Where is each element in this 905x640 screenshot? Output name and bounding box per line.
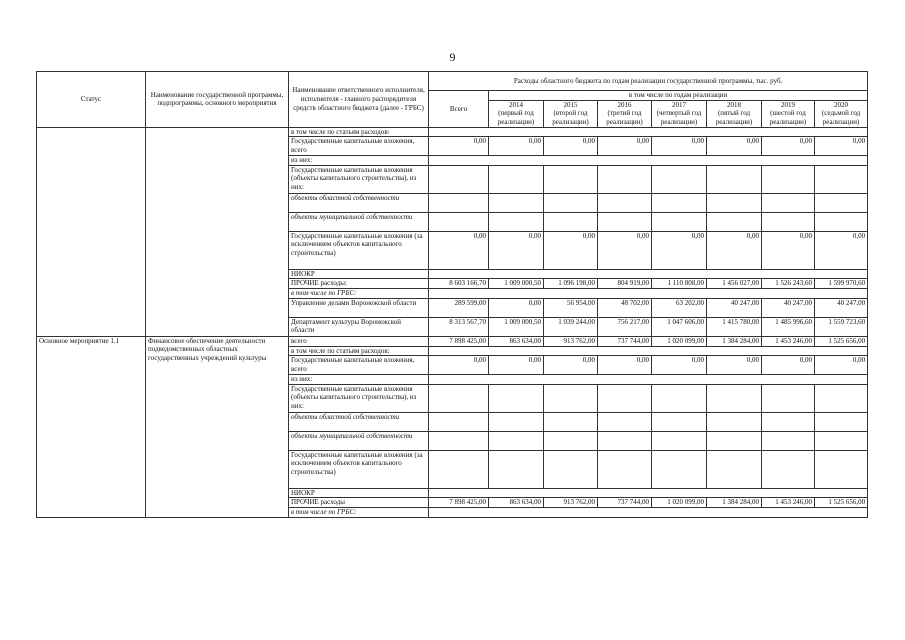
value-year: 1 453 246,00 [762,498,815,508]
value-year: 863 634,00 [489,498,544,508]
header-year-2014 [489,100,544,127]
header-year-label: 2018 [727,100,741,109]
value-year [489,384,544,412]
value-year: 863 634,00 [489,336,544,346]
value-year [544,165,598,193]
value-year [652,165,707,193]
row-label: в том числе по ГРБС: [289,288,429,298]
header-year-note: (шестой год реализации) [769,109,807,126]
value-year: 1 456 027,00 [707,279,762,289]
value-year [598,431,652,450]
value-year: 1 384 284,00 [707,336,762,346]
row-label: из них: [289,156,429,166]
value-year: 0,00 [489,231,544,269]
empty-span-cell [429,488,868,498]
value-total [429,212,489,231]
value-year: 0,00 [489,137,544,156]
header-year-2018 [707,100,762,127]
empty-span-cell [429,507,868,517]
header-year-note: (второй год реализации) [552,109,589,126]
header-year-label: 2016 [617,100,632,109]
row-label: ПРОЧИЕ расходы: [289,279,429,289]
header-year-label: 2014 [509,100,523,109]
value-year [544,450,598,488]
value-year [598,384,652,412]
row-label: объекты областной собственности [289,193,429,212]
row-label: всего [289,336,429,346]
value-year: 1 009 000,50 [489,317,544,336]
row-label: Департамент культуры Воронежской области [289,317,429,336]
program-cell: Финансовое обеспечение деятельности подведомственных областных государственных учреждений культуры [146,336,289,517]
value-year: 0,00 [815,231,868,269]
value-year: 0,00 [544,231,598,269]
value-year [707,412,762,431]
program-cell [146,127,289,336]
value-year: 1 384 284,00 [707,498,762,508]
value-year [652,412,707,431]
value-year: 1 559 723,60 [815,317,868,336]
row-label: объекты муниципальной собственности [289,431,429,450]
value-year [762,193,815,212]
row-label: в том числе по ГРБС: [289,507,429,517]
value-total: 7 898 425,00 [429,336,489,346]
row-label: Государственные капитальные вложения, всего [289,137,429,156]
value-year: 756 217,00 [598,317,652,336]
value-year [762,165,815,193]
value-total [429,450,489,488]
value-year [652,193,707,212]
header-year-2016 [598,100,652,127]
header-total: Всего [429,91,489,128]
value-total [429,412,489,431]
budget-table [36,71,868,518]
value-year: 1 020 099,00 [652,498,707,508]
value-total: 289 599,00 [429,298,489,317]
row-label: объекты областной собственности [289,412,429,431]
header-year-2019 [762,100,815,127]
value-year [707,212,762,231]
row-label: Государственные капитальные вложения (объекты капитального строительства), из них: [289,384,429,412]
header-year-2017 [652,100,707,127]
value-year: 0,00 [762,231,815,269]
value-year: 913 762,00 [544,498,598,508]
header-executor: Наименование ответственного исполнителя, исполнителя - главного распорядителя средств областного бюджета (далее - ГРБС) [289,72,429,128]
empty-span-cell [429,127,868,137]
header-year-note: (третий год реализации) [606,109,643,126]
value-year: 737 744,00 [598,498,652,508]
value-total: 0,00 [429,137,489,156]
value-year [544,384,598,412]
value-year: 0,00 [652,231,707,269]
value-year: 0,00 [815,356,868,375]
value-year [544,412,598,431]
value-year [815,193,868,212]
value-year [489,212,544,231]
value-total: 8 313 567,70 [429,317,489,336]
header-program: Наименование государственной программы, подпрограммы, основного мероприятия [146,72,289,128]
value-year: 40 247,00 [815,298,868,317]
header-year-label: 2017 [672,100,686,109]
value-year: 0,00 [762,137,815,156]
value-year: 1 047 606,00 [652,317,707,336]
header-by-years: в том числе по годам реализации [489,91,868,101]
header-year-label: 2020 [834,100,849,109]
value-year [489,450,544,488]
row-label: из них: [289,375,429,385]
row-label: НИОКР [289,488,429,498]
row-label: НИОКР [289,269,429,279]
value-year: 40 247,00 [762,298,815,317]
row-label: Государственные капитальные вложения (за исключением объектов капитального строительства) [289,231,429,269]
value-year [707,165,762,193]
value-year: 1 525 656,00 [815,336,868,346]
value-total: 7 898 425,00 [429,498,489,508]
header-year-note: (седьмой год реализации) [821,109,861,126]
value-year [489,165,544,193]
value-year [652,431,707,450]
value-year [762,384,815,412]
value-year: 0,00 [489,298,544,317]
value-total: 0,00 [429,356,489,375]
header-year-note: (пятый год реализации) [715,109,753,126]
value-year: 63 202,00 [652,298,707,317]
status-cell [37,127,146,336]
value-year: 0,00 [489,356,544,375]
value-year: 0,00 [707,356,762,375]
value-year: 0,00 [598,137,652,156]
value-year [598,450,652,488]
row-label: объекты муниципальной собственности [289,212,429,231]
value-year [598,193,652,212]
value-year: 1 453 246,00 [762,336,815,346]
value-year: 0,00 [598,231,652,269]
value-year [762,450,815,488]
table-row [37,127,868,137]
value-year: 1 039 244,00 [544,317,598,336]
value-year: 913 762,00 [544,336,598,346]
value-year [598,165,652,193]
value-year [707,384,762,412]
value-total: 8 603 166,70 [429,279,489,289]
row-label: Управление делами Воронежской области [289,298,429,317]
row-label: Государственные капитальные вложения (объекты капитального строительства), из них: [289,165,429,193]
value-year: 1 599 970,60 [815,279,868,289]
row-label: Государственные капитальные вложения, всего [289,356,429,375]
value-year: 1 110 808,00 [652,279,707,289]
value-year: 1 009 000,50 [489,279,544,289]
status-cell: Основное мероприятие 1.1 [37,336,146,517]
value-year: 0,00 [707,231,762,269]
page-number: 9 [449,50,456,64]
table-row [37,336,868,346]
value-total: 0,00 [429,231,489,269]
value-year [762,431,815,450]
value-year: 0,00 [707,137,762,156]
value-total [429,431,489,450]
value-year [652,384,707,412]
value-year [652,212,707,231]
empty-span-cell [429,156,868,166]
value-year: 1 096 198,00 [544,279,598,289]
value-year [815,431,868,450]
value-year [598,412,652,431]
value-year: 56 954,00 [544,298,598,317]
value-year [815,412,868,431]
value-year: 0,00 [544,137,598,156]
value-year [489,412,544,431]
row-label: ПРОЧИЕ расходы [289,498,429,508]
value-year: 1 485 996,60 [762,317,815,336]
header-year-label: 2015 [563,100,578,109]
header-year-note: (первый год реализации) [497,109,535,126]
value-year [815,384,868,412]
value-year: 1 525 656,00 [815,498,868,508]
row-label: Государственные капитальные вложения (за исключением объектов капитального строительства) [289,450,429,488]
value-year [707,193,762,212]
row-label: в том числе по статьям расходов: [289,127,429,137]
value-year: 1 415 780,00 [707,317,762,336]
value-year: 0,00 [598,356,652,375]
value-year: 1 526 243,60 [762,279,815,289]
header-status: Статус [37,72,146,128]
value-year: 0,00 [544,356,598,375]
value-total [429,165,489,193]
row-label: в том числе по статьям расходов: [289,346,429,356]
value-year [707,450,762,488]
value-year [762,412,815,431]
header-year-2015 [544,100,598,127]
value-year [815,165,868,193]
value-year [544,193,598,212]
value-year [652,450,707,488]
value-total [429,193,489,212]
header-year-2020 [815,100,868,127]
value-year [544,212,598,231]
empty-span-cell [429,288,868,298]
value-year: 737 744,00 [598,336,652,346]
value-year [707,431,762,450]
value-year [598,212,652,231]
value-year [544,431,598,450]
header-year-note: (четвертый год реализации) [656,109,702,126]
value-total [429,384,489,412]
value-year: 0,00 [815,137,868,156]
value-year [489,193,544,212]
empty-span-cell [429,269,868,279]
header-expenses: Расходы областного бюджета по годам реализации государственной программы, тыс. руб. [429,72,868,91]
value-year: 48 702,00 [598,298,652,317]
value-year [815,212,868,231]
empty-span-cell [429,375,868,385]
value-year [762,212,815,231]
empty-span-cell [429,346,868,356]
value-year [489,431,544,450]
value-year: 804 919,00 [598,279,652,289]
value-year: 1 020 099,00 [652,336,707,346]
value-year [815,450,868,488]
value-year: 0,00 [652,137,707,156]
value-year: 0,00 [762,356,815,375]
header-year-label: 2019 [781,100,795,109]
value-year: 0,00 [652,356,707,375]
value-year: 40 247,00 [707,298,762,317]
